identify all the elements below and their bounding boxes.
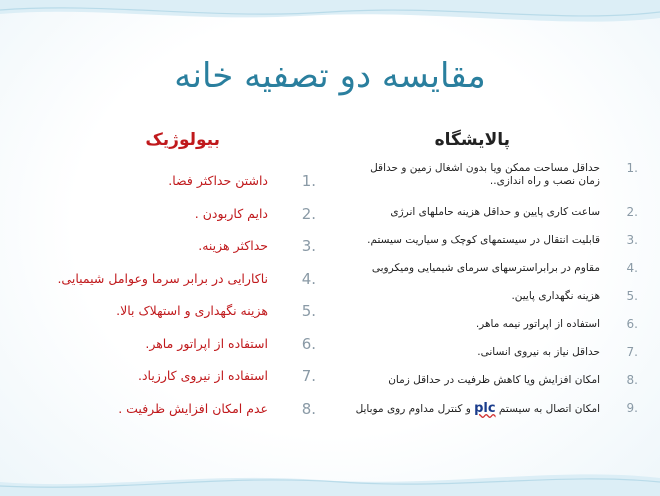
refinery-list bbox=[348, 162, 638, 430]
item-number: 8. bbox=[626, 373, 638, 387]
item-text-after: و کنترل مداوم روی موبایل bbox=[355, 403, 475, 415]
item-text bbox=[348, 402, 600, 416]
list-item bbox=[16, 205, 316, 238]
item-number: 2. bbox=[626, 205, 638, 219]
item-number: 1. bbox=[301, 172, 316, 190]
item-text: استفاده از اپراتور نیمه ماهر. bbox=[475, 318, 600, 330]
list-item bbox=[348, 234, 638, 262]
list-item bbox=[348, 162, 638, 206]
item-number: 4. bbox=[301, 269, 316, 288]
list-item bbox=[16, 302, 316, 335]
list-item bbox=[348, 318, 638, 346]
item-number: 7. bbox=[301, 367, 316, 385]
plc-term: plc bbox=[474, 401, 496, 416]
list-item bbox=[16, 335, 316, 368]
item-number: 3. bbox=[301, 237, 316, 255]
list-item bbox=[348, 290, 638, 318]
list-item bbox=[348, 346, 638, 374]
item-text: استفاده از اپراتور ماهر. bbox=[145, 335, 268, 351]
list-item bbox=[348, 374, 638, 402]
biological-heading: بیولوژیک bbox=[145, 130, 220, 150]
item-number: 2. bbox=[301, 204, 316, 223]
list-item bbox=[16, 237, 316, 270]
item-text: مقاوم در برابراسترسهای سرمای شیمیایی ومیکروبی bbox=[371, 262, 600, 274]
item-text: عدم امکان افزایش ظرفیت . bbox=[118, 400, 268, 416]
list-item bbox=[16, 172, 316, 205]
list-item bbox=[16, 367, 316, 400]
item-number: 6. bbox=[301, 334, 316, 353]
item-text: هزینه نگهداری و استهلاک بالا. bbox=[116, 303, 268, 318]
item-text: امکان افزایش ویا کاهش ظرفیت در حداقل زمان bbox=[388, 374, 600, 386]
item-text: دایم کاربودن . bbox=[194, 205, 268, 221]
list-item bbox=[16, 400, 316, 433]
biological-list bbox=[16, 172, 316, 432]
item-number: 9. bbox=[626, 401, 638, 415]
item-text: ساعت کاری پایین و حداقل هزینه حاملهای انرژی bbox=[390, 206, 600, 218]
item-text-before: امکان اتصال به سیستم bbox=[495, 403, 600, 415]
item-number: 7. bbox=[626, 345, 638, 359]
item-text: حداکثر هزینه. bbox=[198, 238, 268, 253]
bottom-wave-decoration bbox=[0, 456, 660, 496]
list-item bbox=[16, 270, 316, 303]
item-text: قابلیت انتقال در سیستمهای کوچک و سیاریت سیستم. bbox=[367, 234, 600, 246]
item-text: حداقل نیاز به نیروی انسانی. bbox=[477, 346, 600, 358]
item-number: 1. bbox=[626, 161, 638, 175]
list-item bbox=[348, 262, 638, 290]
item-number: 8. bbox=[301, 399, 316, 418]
refinery-heading: پالایشگاه bbox=[434, 130, 510, 150]
item-number: 5. bbox=[301, 302, 316, 320]
item-text: ناکارایی در برابر سرما وعوامل شیمیایی. bbox=[57, 270, 268, 286]
item-number: 6. bbox=[626, 317, 638, 331]
top-wave-decoration bbox=[0, 0, 660, 40]
item-number: 3. bbox=[626, 233, 638, 247]
item-text: استفاده از نیروی کارزیاد. bbox=[137, 368, 268, 383]
item-number: 5. bbox=[626, 289, 638, 303]
item-text: حداقل مساحت ممکن ویا بدون اشغال زمین و حداقل زمان نصب و راه اندازی.. bbox=[370, 162, 600, 187]
item-text: داشتن حداکثر فضا. bbox=[168, 173, 268, 188]
slide-title: مقایسه دو تصفیه خانه bbox=[174, 56, 486, 96]
list-item bbox=[348, 402, 638, 430]
item-text: هزینه نگهداری پایین. bbox=[511, 290, 600, 302]
item-number: 4. bbox=[626, 261, 638, 275]
list-item bbox=[348, 206, 638, 234]
